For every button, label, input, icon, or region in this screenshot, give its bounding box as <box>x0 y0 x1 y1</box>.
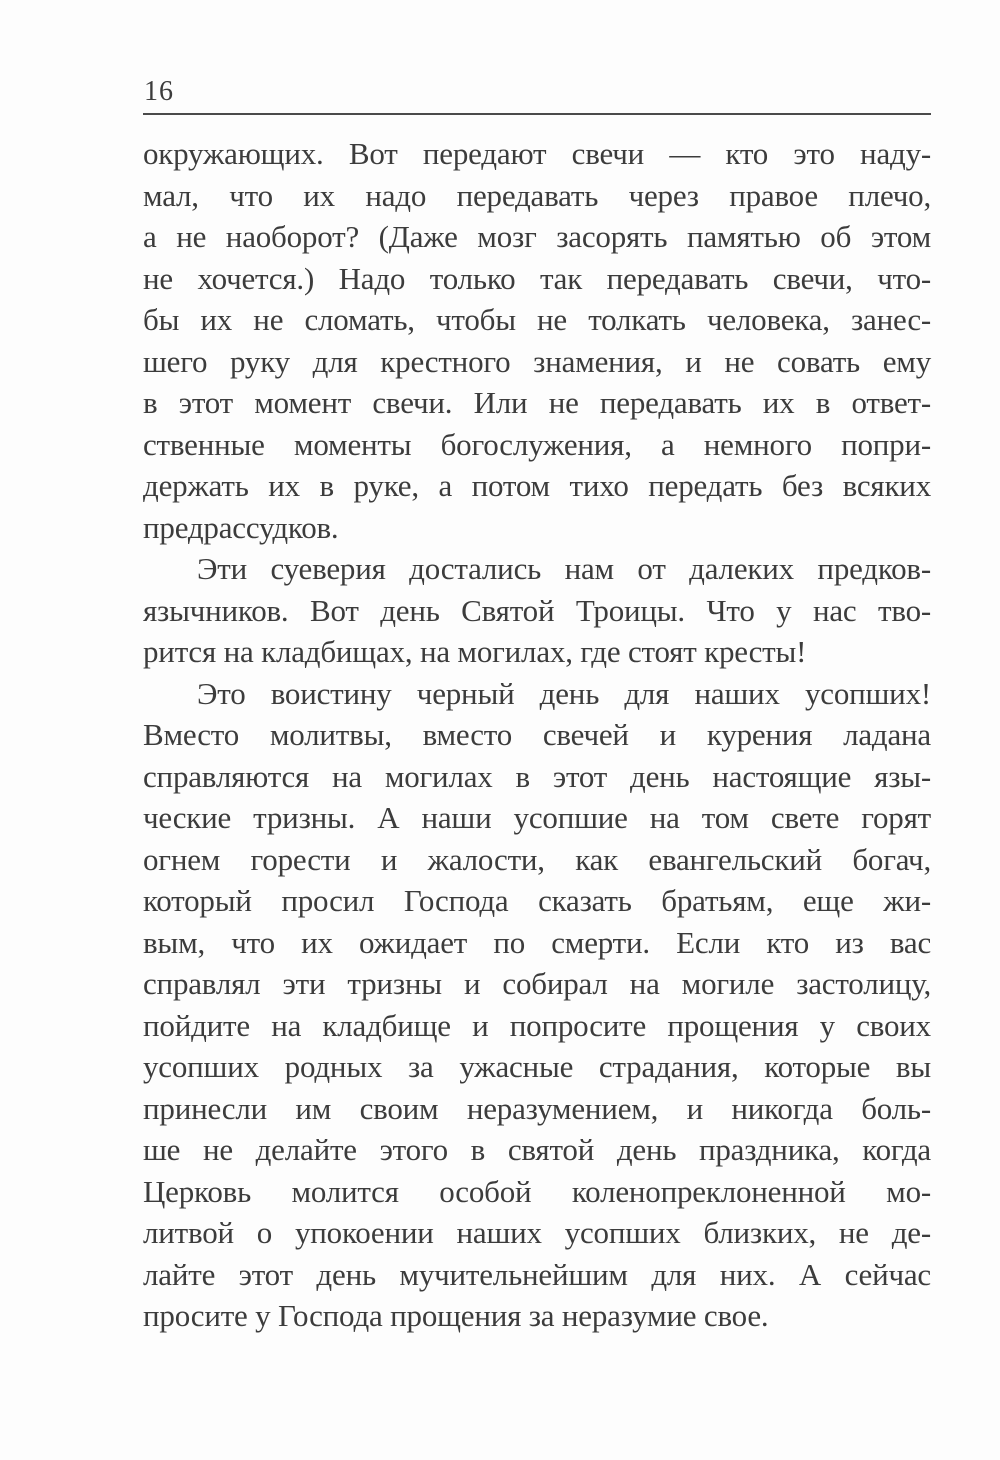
text-line: лайте этот день мучительнейшим для них. А сейчас <box>143 1256 931 1292</box>
text-line: в этот момент свечи. Или не передавать их в ответ- <box>143 385 931 420</box>
text-line: язычников. Вот день Святой Троицы. Что у нас тво- <box>143 592 931 628</box>
text-line: ше не делайте этого в святой день праздника, когда <box>143 1132 931 1167</box>
text-line: Эти суеверия достались нам от далеких предков- <box>197 551 931 586</box>
text-line: справляются на могилах в этот день настоящие язы- <box>143 758 931 794</box>
page-number: 16 <box>144 76 174 107</box>
paragraph <box>143 673 931 1337</box>
text-line: предрассудков. <box>143 509 339 545</box>
text-line: усопших родных за ужасные страдания, которые вы <box>143 1049 931 1084</box>
text-line: просите у Господа прощения за неразумие свое. <box>143 1298 769 1333</box>
text-line: литвой о упокоении наших усопших близких, не де- <box>143 1215 931 1250</box>
text-line: шего руку для крестного знамения, и не совать ему <box>143 343 931 379</box>
text-line: пойдите на кладбище и попросите прощения у своих <box>143 1007 931 1043</box>
text-line: справлял эти тризны и собирал на могиле застолицу, <box>143 966 931 1001</box>
text-line: не хочется.) Надо только так передавать свечи, что- <box>143 260 931 296</box>
text-line: который просил Господа сказать братьям, еще жи- <box>143 883 931 918</box>
text-line: мал, что их надо передавать через правое плечо, <box>143 177 931 213</box>
paragraph <box>143 548 931 673</box>
text-line: окружающих. Вот передают свечи — кто это наду- <box>143 136 931 171</box>
text-line: держать их в руке, а потом тихо передать без всяких <box>143 468 931 503</box>
page-text <box>143 133 931 1337</box>
text-line: ческие тризны. А наши усопшие на том свете горят <box>143 800 931 835</box>
text-line: вым, что их ожидает по смерти. Если кто из вас <box>143 924 931 960</box>
text-line: огнем горести и жалости, как евангельский богач, <box>143 841 931 877</box>
text-line: Вместо молитвы, вместо свечей и курения ладана <box>143 717 931 752</box>
text-line: Церковь молится особой коленопреклоненной мо- <box>143 1173 931 1209</box>
text-line: а не наоборот? (Даже мозг засорять памятью об этом <box>143 219 931 254</box>
text-line: рится на кладбищах, на могилах, где стоят кресты! <box>143 634 807 669</box>
text-line: ственные моменты богослужения, а немного попри- <box>143 426 931 462</box>
text-line: бы их не сломать, чтобы не толкать человека, занес- <box>143 302 931 337</box>
text-line: Это воистину черный день для наших усопших! <box>197 675 931 711</box>
text-line: принесли им своим неразумением, и никогда боль- <box>143 1090 931 1126</box>
header-rule <box>143 113 931 115</box>
paragraph <box>143 133 931 548</box>
